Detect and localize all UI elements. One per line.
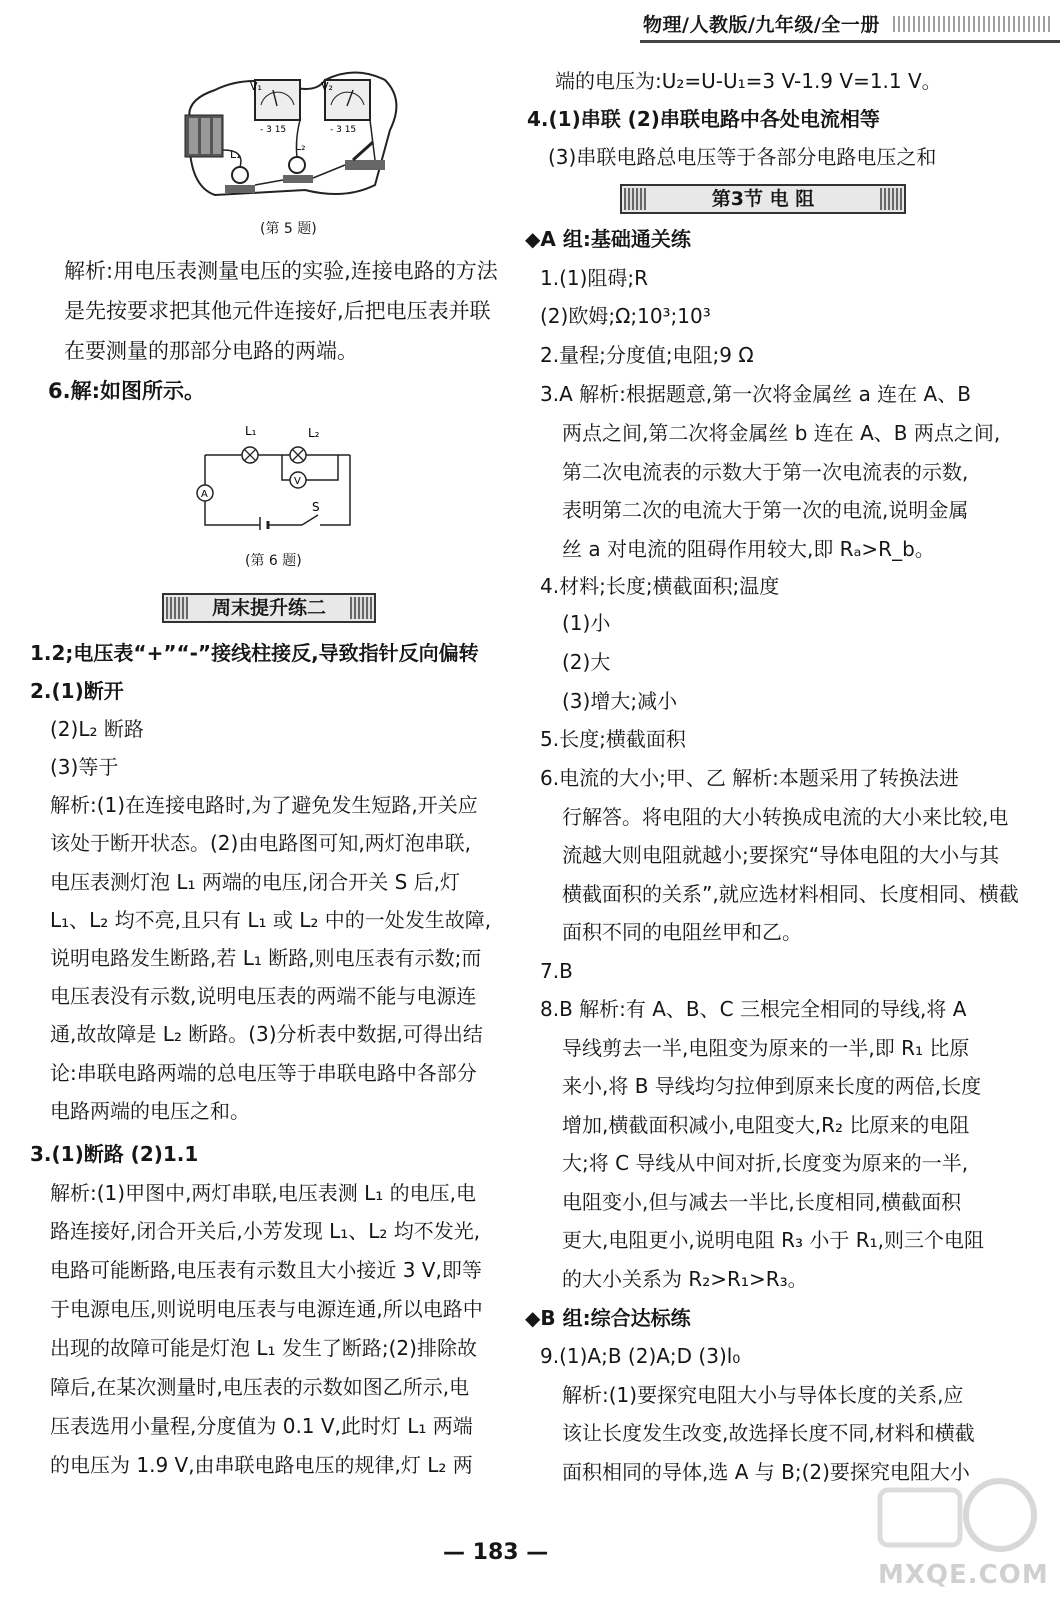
answer-line: (1)小 bbox=[562, 611, 611, 635]
svg-text:V₁: V₁ bbox=[250, 80, 262, 93]
section-banner-title: 第3节 电 阻 bbox=[711, 188, 815, 210]
answer-line: (3)等于 bbox=[50, 755, 119, 779]
answer-line: (3)增大;减小 bbox=[562, 689, 678, 713]
answer-line: 8.B 解析:有 A、B、C 三根完全相同的导线,将 A bbox=[540, 997, 967, 1021]
analysis-line: 压表选用小量程,分度值为 0.1 V,此时灯 L₁ 两端 bbox=[50, 1414, 473, 1438]
answer-line: 2.量程;分度值;电阻;9 Ω bbox=[540, 343, 754, 367]
analysis-line: 电压表测灯泡 L₁ 两端的电压,闭合开关 S 后,灯 bbox=[50, 870, 460, 894]
answer-line: 3.(1)断路 (2)1.1 bbox=[30, 1142, 199, 1166]
svg-text:- 3 15: - 3 15 bbox=[330, 125, 357, 135]
analysis-line: 增加,横截面积减小,电阻变大,R₂ 比原来的电阻 bbox=[562, 1113, 970, 1137]
section-banner-title: 周末提升练二 bbox=[211, 597, 326, 619]
svg-text:L₁: L₁ bbox=[230, 148, 241, 161]
left-analysis-5: 在要测量的那部分电路的两端。 bbox=[64, 339, 358, 363]
right-line: (3)串联电路总电压等于各部分电路电压之和 bbox=[548, 145, 937, 169]
analysis-line: 的大小关系为 R₂>R₁>R₃。 bbox=[562, 1267, 808, 1291]
analysis-line: 该让长度发生改变,故选择长度不同,材料和横截 bbox=[562, 1421, 975, 1445]
analysis-line: 解析:(1)在连接电路时,为了避免发生短路,开关应 bbox=[50, 793, 478, 817]
analysis-line: 导线剪去一半,电阻变为原来的一半,即 R₁ 比原 bbox=[562, 1036, 970, 1060]
svg-text:V: V bbox=[294, 476, 301, 487]
analysis-line: 丝 a 对电流的阻碍作用较大,即 Rₐ>R_b。 bbox=[562, 537, 935, 561]
page-number: — 183 — bbox=[443, 1540, 549, 1565]
analysis-line: 论:串联电路两端的总电压等于串联电路中各部分 bbox=[50, 1061, 477, 1085]
svg-text:L₂: L₂ bbox=[308, 426, 320, 440]
answer-line: 7.B bbox=[540, 959, 573, 983]
analysis-line: L₁、L₂ 均不亮,且只有 L₁ 或 L₂ 中的一处发生故障, bbox=[50, 908, 492, 932]
analysis-line: 于电源电压,则说明电压表与电源连通,所以电路中 bbox=[50, 1297, 483, 1321]
svg-text:- 3 15: - 3 15 bbox=[260, 125, 287, 135]
analysis-line: 行解答。将电阻的大小转换成电流的大小来比较,电 bbox=[562, 805, 1009, 829]
answer-line: 5.长度;横截面积 bbox=[540, 727, 686, 751]
svg-text:V₂: V₂ bbox=[321, 80, 333, 93]
answer-line: 6.电流的大小;甲、乙 解析:本题采用了转换法进 bbox=[540, 766, 959, 790]
figure-5-caption: (第 5 题) bbox=[260, 221, 317, 237]
analysis-line: 电路可能断路,电压表有示数且大小接近 3 V,即等 bbox=[50, 1258, 482, 1282]
analysis-line: 电阻变小,但与减去一半比,长度相同,横截面积 bbox=[562, 1190, 962, 1214]
figure-6-caption: (第 6 题) bbox=[245, 553, 302, 569]
page-header bbox=[0, 0, 1063, 40]
analysis-line: 说明电路发生断路,若 L₁ 断路,则电压表有示数;而 bbox=[50, 946, 482, 970]
analysis-line: 表明第二次的电流大于第一次的电流,说明金属 bbox=[562, 498, 969, 522]
watermark-text: MXQE.COM bbox=[878, 1560, 1049, 1590]
analysis-line: 障后,在某次测量时,电压表的示数如图乙所示,电 bbox=[50, 1375, 470, 1399]
analysis-line: 解析:(1)甲图中,两灯串联,电压表测 L₁ 的电压,电 bbox=[50, 1181, 477, 1205]
figure-5-circuit bbox=[175, 70, 435, 215]
analysis-line: 横截面积的关系”,就应选材料相同、长度相同、横截 bbox=[562, 882, 1019, 906]
svg-text:L₂: L₂ bbox=[295, 140, 306, 153]
answer-line: (2)欧姆;Ω;10³;10³ bbox=[540, 304, 711, 328]
answer-line: 3.A 解析:根据题意,第一次将金属丝 a 连在 A、B bbox=[540, 382, 971, 406]
section-banner-weekend bbox=[162, 593, 376, 623]
answer-line: 2.(1)断开 bbox=[30, 679, 124, 703]
analysis-line: 该处于断开状态。(2)由电路图可知,两灯泡串联, bbox=[50, 831, 472, 855]
right-line: 端的电压为:U₂=U-U₁=3 V-1.9 V=1.1 V。 bbox=[555, 69, 942, 93]
analysis-line: 出现的故障可能是灯泡 L₁ 发生了断路;(2)排除故 bbox=[50, 1336, 477, 1360]
answer-line: (2)大 bbox=[562, 650, 611, 674]
analysis-line: 电压表没有示数,说明电压表的两端不能与电源连 bbox=[50, 984, 477, 1008]
analysis-line: 第二次电流表的示数大于第一次电流表的示数, bbox=[562, 460, 969, 484]
analysis-line: 面积不同的电阻丝甲和乙。 bbox=[562, 920, 802, 944]
left-answer-6: 6.解:如图所示。 bbox=[48, 379, 205, 403]
svg-text:L₁: L₁ bbox=[245, 424, 257, 438]
right-line: 4.(1)串联 (2)串联电路中各处电流相等 bbox=[527, 107, 880, 131]
analysis-line: 路连接好,闭合开关后,小芳发现 L₁、L₂ 均不发光, bbox=[50, 1219, 481, 1243]
header-decoration bbox=[893, 16, 1053, 32]
answer-line: 4.材料;长度;横截面积;温度 bbox=[540, 574, 780, 598]
answer-line: 1.2;电压表“+”“-”接线柱接反,导致指针反向偏转 bbox=[30, 641, 479, 665]
left-analysis-5: 是先按要求把其他元件连接好,后把电压表并联 bbox=[64, 299, 491, 323]
analysis-line: 两点之间,第二次将金属丝 b 连在 A、B 两点之间, bbox=[562, 421, 1001, 445]
analysis-line: 更大,电阻更小,说明电阻 R₃ 小于 R₁,则三个电阻 bbox=[562, 1228, 984, 1252]
analysis-line: 大;将 C 导线从中间对折,长度变为原来的一半, bbox=[562, 1151, 969, 1175]
header-title: 物理/人教版/九年级/全一册 bbox=[643, 14, 880, 36]
section-banner-resistance bbox=[620, 184, 906, 214]
analysis-line: 解析:(1)要探究电阻大小与导体长度的关系,应 bbox=[562, 1383, 964, 1407]
answer-line: 1.(1)阻碍;R bbox=[540, 266, 649, 290]
svg-text:A: A bbox=[201, 489, 208, 500]
left-analysis-5: 解析:用电压表测量电压的实验,连接电路的方法 bbox=[64, 259, 498, 283]
group-heading: ◆B 组:综合达标练 bbox=[525, 1306, 691, 1330]
analysis-line: 通,故故障是 L₂ 断路。(3)分析表中数据,可得出结 bbox=[50, 1022, 483, 1046]
group-heading: ◆A 组:基础通关练 bbox=[525, 227, 691, 251]
analysis-line: 流越大则电阻就越小;要探究“导体电阻的大小与其 bbox=[562, 843, 1000, 867]
answer-line: 9.(1)A;B (2)A;D (3)l₀ bbox=[540, 1344, 741, 1368]
analysis-line: 来小,将 B 导线均匀拉伸到原来长度的两倍,长度 bbox=[562, 1074, 982, 1098]
analysis-line: 面积相同的导体,选 A 与 B;(2)要探究电阻大小 bbox=[562, 1460, 970, 1484]
answer-line: (2)L₂ 断路 bbox=[50, 717, 144, 741]
analysis-line: 电路两端的电压之和。 bbox=[50, 1099, 250, 1123]
figure-6-circuit bbox=[190, 415, 360, 530]
header-rule bbox=[640, 40, 1060, 43]
analysis-line: 的电压为 1.9 V,由串联电路电压的规律,灯 L₂ 两 bbox=[50, 1453, 473, 1477]
svg-text:S: S bbox=[312, 500, 320, 514]
